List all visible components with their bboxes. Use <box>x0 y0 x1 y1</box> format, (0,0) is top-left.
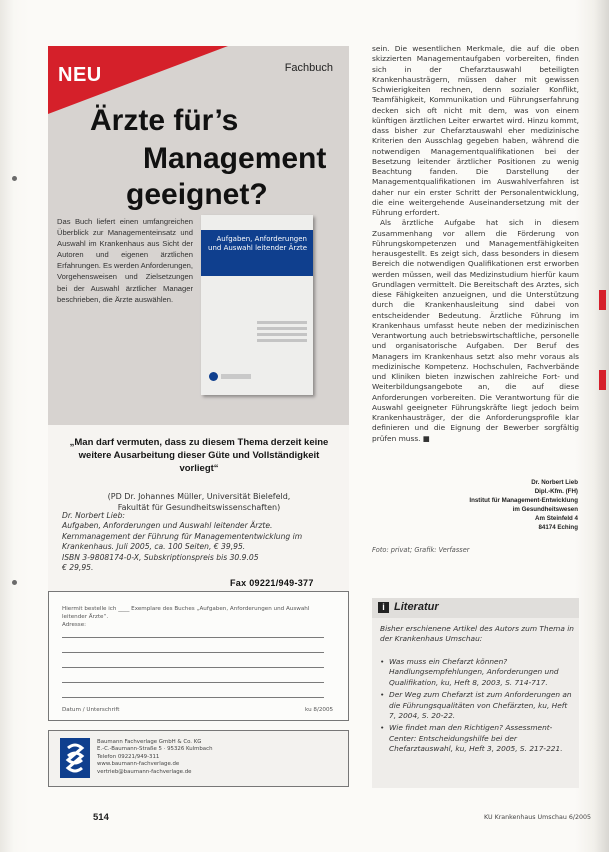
binding-hole <box>12 580 17 585</box>
book-cover <box>201 215 313 395</box>
headline-line-1: Ärzte für’s <box>90 104 239 137</box>
form-input-line[interactable] <box>62 682 324 683</box>
order-form-address-label: Adresse: <box>62 622 87 628</box>
author-institute: im Gesundheitswesen <box>512 506 578 513</box>
quote-attribution-line-2: Fakultät für Gesundheitswissenschaften) <box>117 503 281 512</box>
credit-note: Foto: privat; Grafik: Verfasser <box>372 546 470 554</box>
review-quote: „Man darf vermuten, dass zu diesem Thema derzeit keine weitere Ausarbeitung dieser Güte und Vollständigkeit vorliegt“ <box>69 437 329 474</box>
quote-attribution <box>64 491 334 513</box>
literature-title: Literatur <box>394 601 439 613</box>
author-name: Dr. Norbert Lieb <box>531 479 578 486</box>
publisher-logo-icon <box>209 372 218 381</box>
order-form-intro: Hiermit bestelle ich ____ Exemplare des Buches „Aufgaben, Anforderungen und Auswahl leitender Ärzte“. <box>62 606 310 620</box>
literature-item: • Wie findet man den Richtigen? Assessment-Center: Entscheidungshilfe bei der Chefarztauswahl, ku, Heft 3, 2005, S. 217-221. <box>380 723 575 754</box>
form-input-line[interactable] <box>62 667 324 668</box>
publisher-logo-icon <box>60 738 90 778</box>
literature-intro: Bisher erschienene Artikel des Autors zum Thema in der Krankenhaus Umschau: <box>380 624 574 644</box>
edge-marker <box>599 290 606 310</box>
publisher-line: E.-C.-Baumann-Straße 5 · 95326 Kulmbach <box>97 746 213 753</box>
headline-line-3: geeignet? <box>126 178 268 211</box>
form-input-line[interactable] <box>62 697 324 698</box>
category-label: Fachbuch <box>284 62 333 74</box>
author-title: Dipl.-Kfm. (FH) <box>534 488 578 495</box>
ad-description: Das Buch liefert einen umfangreichen Überblick zur Managementeinsatz und Auswahl im Krankenhaus aus Sicht der Autoren und eigenen ärztlichen Erfahrungen. Es werden Anforderungen, Vorgehensweisen und Zielsetzungen bei der Auswahl ärztlicher Manager beschrieben, die Ärzte auswählen. <box>57 217 193 304</box>
literature-box <box>372 598 579 788</box>
publisher-line: Baumann Fachverlage GmbH & Co. KG <box>97 739 202 745</box>
literature-list <box>380 657 575 757</box>
publisher-name-placeholder <box>221 374 251 379</box>
info-icon: i <box>378 602 389 613</box>
form-code: ku 8/2005 <box>305 707 334 713</box>
book-cover-title: Aufgaben, Anforderungen und Auswahl leitender Ärzte <box>208 235 307 252</box>
literature-item: • Der Weg zum Chefarzt ist zum Anforderungen an die Führungsqualitäten von Chefärzten, ku, Heft 7, 2004, S. 20-22. <box>380 690 575 721</box>
edge-marker <box>599 370 606 390</box>
literature-item: • Was muss ein Chefarzt können? Handlungsempfehlungen, Anforderungen und Qualifikation, ku, Heft 8, 2003, S. 714-717. <box>380 657 575 688</box>
page-number: 514 <box>93 812 109 823</box>
book-advertisement <box>48 46 349 425</box>
article-paragraph: sein. Die wesentlichen Merkmale, die auf die oben skizzierten Managementaufgaben vorbereiten, finden sich in der Chefarztauswahl beteiligten Krankenhausträgern, müssen daher mit gewissen Schwierigkeiten rechnen, denn sozialer Konflikt, Teamfähigkeit, Kommunikation und Führungserfahrung decken sich oft nicht mit dem, was von einem künftigen ärztlichen Leiter erwartet wird. Hinzu kommt, dass bisher zur Chefarztauswahl eher medizinische Kriterien den Ausschlag gegeben haben, während die notwendigen Managementqualifikationen bei der Besetzung leitender ärztlicher Positionen zu wenig Beachtung fanden. Die Darstellung der Managementqualifikationen im Auswahlverfahren ist daher nur ein erster Schritt der Personalentwicklung, die eine weitergehende Auseinandersetzung mit der Führung erfordert. <box>372 44 579 217</box>
author-signature <box>420 478 578 532</box>
new-badge: NEU <box>58 64 102 86</box>
quote-attribution-line-1: (PD Dr. Johannes Müller, Universität Bielefeld, <box>107 492 291 501</box>
order-form-text <box>62 605 332 629</box>
publisher-line: vertrieb@baumann-fachverlage.de <box>97 768 192 775</box>
reference-details: Aufgaben, Anforderungen und Auswahl leitender Ärzte. Kernmanagement der Führung für Managemententwicklung im Krankenhaus. Juli 2005, ca. 100 Seiten, € 39,95. <box>62 521 303 552</box>
form-signature-label: Datum / Unterschrift <box>62 707 120 713</box>
fax-number: Fax 09221/949-377 <box>230 578 314 588</box>
reference-price: € 29,95. <box>62 563 94 573</box>
author-street: Am Steinfeld 4 <box>535 515 578 522</box>
author-institute: Institut für Management-Entwicklung <box>469 497 578 504</box>
article-text <box>372 44 579 444</box>
book-reference <box>62 511 332 573</box>
journal-footer: KU Krankenhaus Umschau 6/2005 <box>484 814 592 821</box>
reference-author: Dr. Norbert Lieb: <box>62 511 125 520</box>
book-cover-subtitle-lines <box>257 321 307 345</box>
publisher-line: www.baumann-fachverlage.de <box>97 761 180 768</box>
article-paragraph: Als ärztliche Aufgabe hat sich in diesem Zusammenhang vor allem die Förderung von Führungskompetenzen und Managementfähigkeiten herausgestellt. Es zeigt sich, dass besonders in diesem Bereich die notwendigen Qualifikationen erst erworben werden müssen, weil das Medizinstudium hierfür kaum Grundlagen vermittelt. Die Bereitschaft des Arztes, sich diese Fähigkeiten anzueignen, und die Unterstützung durch die Krankenhausleitung sind dabei von entscheidender Bedeutung. Ärztliche Führung im Krankenhaus umfasst heute neben der medizinischen Verantwortung auch betriebswirtschaftliche, personelle und organisatorische Aufgaben. Der Beruf des Managers im Krankenhaus setzt also mehr voraus als medizinische Kompetenz. Hochschulen, Fachverbände und Kliniken bieten inzwischen zahlreiche Fort- und Weiterbildungsangebote an, die auf diese Anforderungen vorbereiten. Die Verantwortung für die Auswahl geeigneter Führungskräfte liegt jedoch beim Krankenhausträger, der die Anforderungsprofile klar definieren und die Eignung der Bewerber sorgfältig prüfen muss. ■ <box>372 218 579 443</box>
reference-isbn: ISBN 3-9808174-0-X, Subskriptionspreis bis 30.9.05 <box>62 552 259 562</box>
binding-hole <box>12 176 17 181</box>
form-input-line[interactable] <box>62 652 324 653</box>
publisher-line: Telefon 09221/949-311 <box>97 753 160 760</box>
publisher-contact <box>97 739 247 776</box>
headline-line-2: Management <box>143 142 327 175</box>
author-city: 84174 Eching <box>538 524 578 531</box>
form-input-line[interactable] <box>62 637 324 638</box>
